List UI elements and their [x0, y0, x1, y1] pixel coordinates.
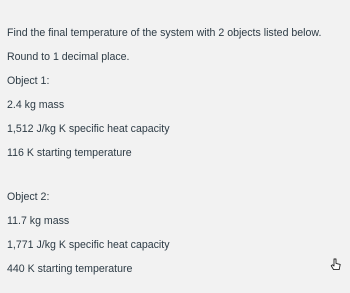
object1-mass: 2.4 kg mass — [7, 99, 65, 111]
rounding-instruction: Round to 1 decimal place. — [7, 51, 130, 63]
object1-title: Object 1: — [7, 75, 50, 87]
object2-title: Object 2: — [7, 191, 50, 203]
object1-specific-heat: 1,512 J/kg K specific heat capacity — [7, 123, 170, 135]
object1-start-temp: 116 K starting temperature — [7, 147, 132, 159]
question-intro: Find the final temperature of the system with 2 objects listed below. — [7, 27, 322, 39]
object2-specific-heat: 1,771 J/kg K specific heat capacity — [7, 239, 170, 251]
object2-start-temp: 440 K starting temperature — [7, 263, 133, 275]
object2-mass: 11.7 kg mass — [7, 215, 70, 227]
mouse-pointer-icon — [330, 258, 344, 272]
